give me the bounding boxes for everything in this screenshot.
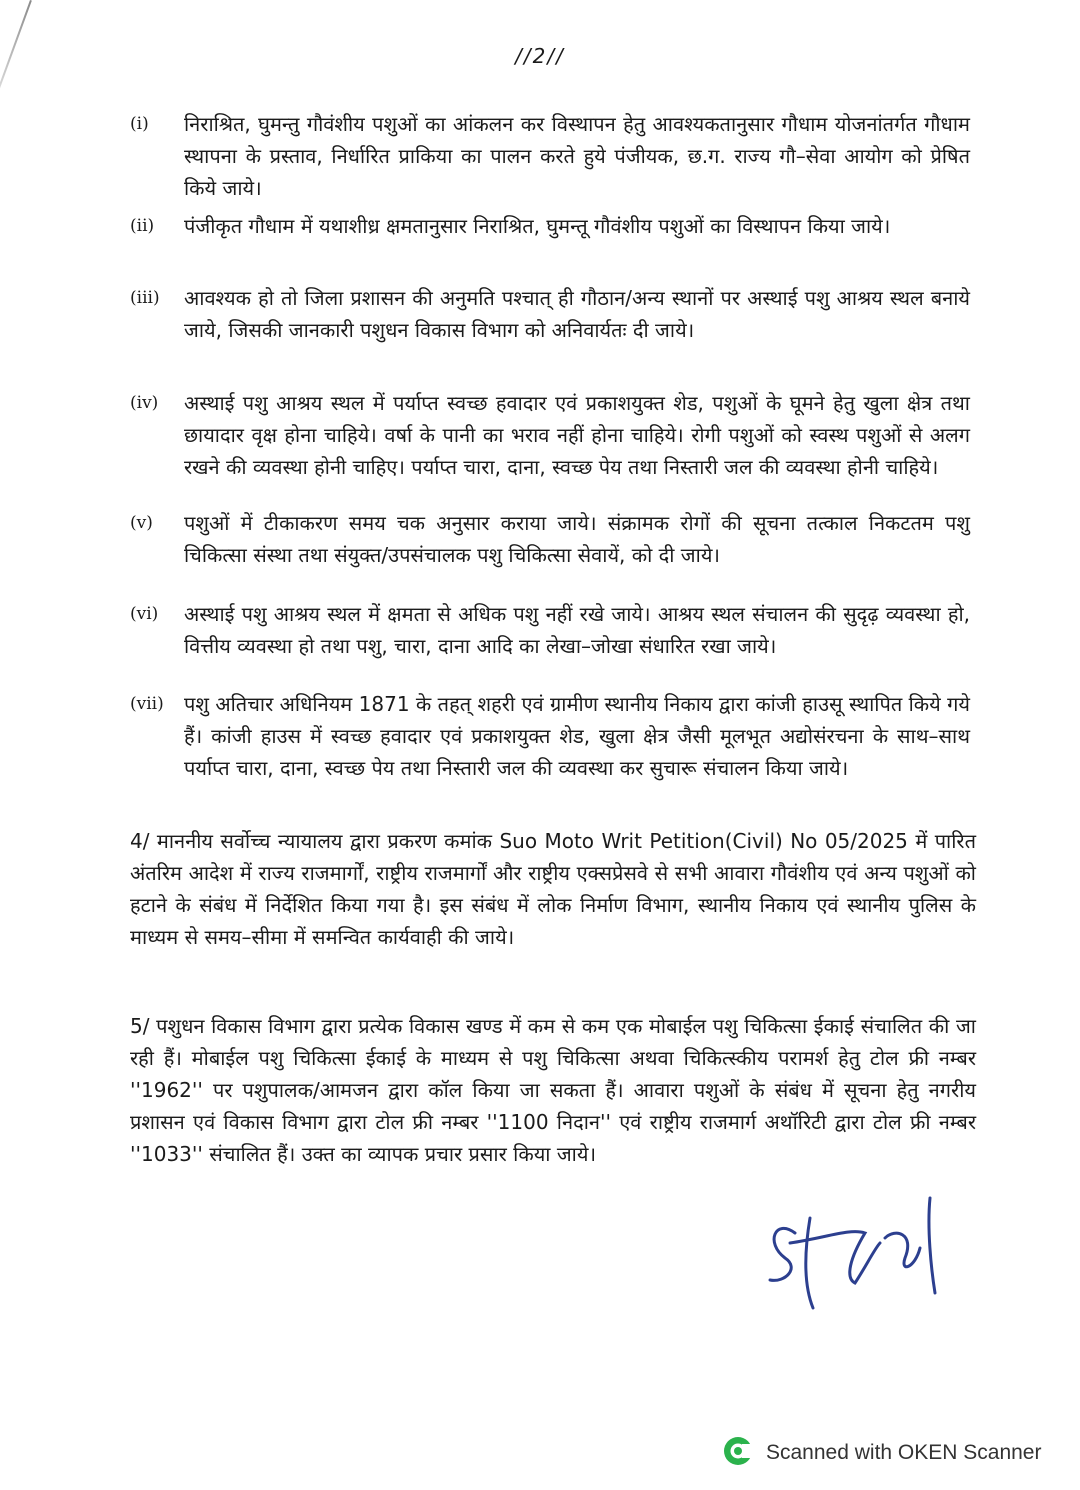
list-item-text: निराश्रित, घुमन्तु गौवंशीय पशुओं का आंकलन कर विस्थापन हेतु आवश्यकतानुसार गौधाम योजनांतर्गत गौधाम स्थापना के प्रस्ताव, निर्धारित प्राकिया का पालन करते हुये पंजीयक, छ.ग. राज्य गौ–सेवा आयोग को प्रेषित किये जाये। xyxy=(184,112,970,200)
list-item-number: (vii) xyxy=(130,694,164,714)
list-item-text: अस्थाई पशु आश्रय स्थल में क्षमता से अधिक पशु नहीं रखे जाये। आश्रय स्थल संचालन की सुदृढ़ व्यवस्था हो, वित्तीय व्यवस्था हो तथा पशु, चारा, दाना आदि का लेखा–जोखा संधारित रखा जाये। xyxy=(184,602,970,658)
oken-scanner-logo-icon xyxy=(722,1435,754,1471)
scanner-watermark-text: Scanned with OKEN Scanner xyxy=(766,1441,1042,1464)
list-item-number: (iii) xyxy=(130,288,160,308)
list-item-number: (v) xyxy=(130,513,153,533)
list-item-text: आवश्यक हो तो जिला प्रशासन की अनुमति पश्चात् ही गौठान/अन्य स्थानों पर अस्थाई पशु आश्रय स्थल बनाये जाये, जिसकी जानकारी पशुधन विकास विभाग को अनिवार्यतः दी जाये। xyxy=(184,286,970,342)
paragraph-5: 5/ पशुधन विकास विभाग द्वारा प्रत्येक विकास खण्ड में कम से कम एक मोबाईल पशु चिकित्सा ईकाई संचालित की जा रही हैं। मोबाईल पशु चिकित्सा ईकाई के माध्यम से पशु चिकित्सा अथवा चिकित्स्कीय परामर्श हेतु टोल फ्री नम्बर ''1962'' पर पशुपालक/आमजन द्वारा कॉल किया जा सकता हैं। आवारा पशुओं के संबंध में सूचना हेतु नगरीय प्रशासन एवं विकास विभाग द्वारा टोल फ्री नम्बर ''1100 निदान'' एवं राष्ट्रीय राजमार्ग अथॉरिटी द्वारा टोल फ्री नम्बर ''1033'' संचालित हैं। उक्त का व्यापक प्रचार प्रसार किया जाये। xyxy=(130,1014,976,1166)
list-item xyxy=(130,387,970,483)
list-item-text: पशु अतिचार अधिनियम 1871 के तहत् शहरी एवं ग्रामीण स्थानीय निकाय द्वारा कांजी हाउसू स्थापित किये गये हैं। कांजी हाउस में स्वच्छ हवादार एवं प्रकाशयुक्त शेड, खुला क्षेत्र जैसी मूलभूत अद्योसंरचना के साथ–साथ पर्याप्त चारा, दाना, स्वच्छ पेय तथा निस्तारी जल की व्यवस्था कर सुचारू संचालन किया जाये। xyxy=(184,692,970,780)
list-item xyxy=(130,507,970,571)
list-item-text: पंजीकृत गौधाम में यथाशीध्र क्षमतानुसार निराश्रित, घुमन्तू गौवंशीय पशुओं का विस्थापन किया जाये। xyxy=(184,214,891,238)
list-item-number: (i) xyxy=(130,114,149,134)
scanner-watermark xyxy=(722,1436,1041,1470)
list-item xyxy=(130,688,970,784)
list-item xyxy=(130,210,970,242)
list-item-text: अस्थाई पशु आश्रय स्थल में पर्याप्त स्वच्छ हवादार एवं प्रकाशयुक्त शेड, पशुओं के घूमने हेतु खुला क्षेत्र तथा छायादार वृक्ष होना चाहिये। वर्षा के पानी का भराव नहीं होना चाहिये। रोगी पशुओं को स्वस्थ पशुओं से अलग रखने की व्यवस्था होनी चाहिए। पर्याप्त चारा, दाना, स्वच्छ पेय तथा निस्तारी जल की व्यवस्था होनी चाहिये। xyxy=(184,391,970,479)
paragraph-4: 4/ माननीय सर्वोच्च न्यायालय द्वारा प्रकरण कमांक Suo Moto Writ Petition(Civil) No 05/2025 में पारित अंतरिम आदेश में राज्य राजमार्गों, राष्ट्रीय राजमार्गों और राष्ट्रीय एक्सप्रेसवे से सभी आवारा गौवंशीय एवं अन्य पशुओं को हटाने के संबंध में निर्देशित किया गया है। इस संबंध में लोक निर्माण विभाग, स्थानीय निकाय एवं स्थानीय पुलिस के माध्यम से समय–सीमा में समन्वित कार्यवाही की जाये। xyxy=(130,829,976,949)
page-number: //2// xyxy=(515,44,565,68)
list-item xyxy=(130,598,970,662)
list-item-number: (iv) xyxy=(130,393,159,413)
handwritten-signature-icon xyxy=(755,1188,955,1318)
list-item-number: (vi) xyxy=(130,604,159,624)
list-item xyxy=(130,282,970,346)
list-item-text: पशुओं में टीकाकरण समय चक अनुसार कराया जाये। संक्रामक रोगों की सूचना तत्काल निकटतम पशु चिकित्सा संस्था तथा संयुक्त/उपसंचालक पशु चिकित्सा सेवायें, को दी जाये। xyxy=(184,511,970,567)
list-item xyxy=(130,108,970,204)
list-item-number: (ii) xyxy=(130,216,155,236)
